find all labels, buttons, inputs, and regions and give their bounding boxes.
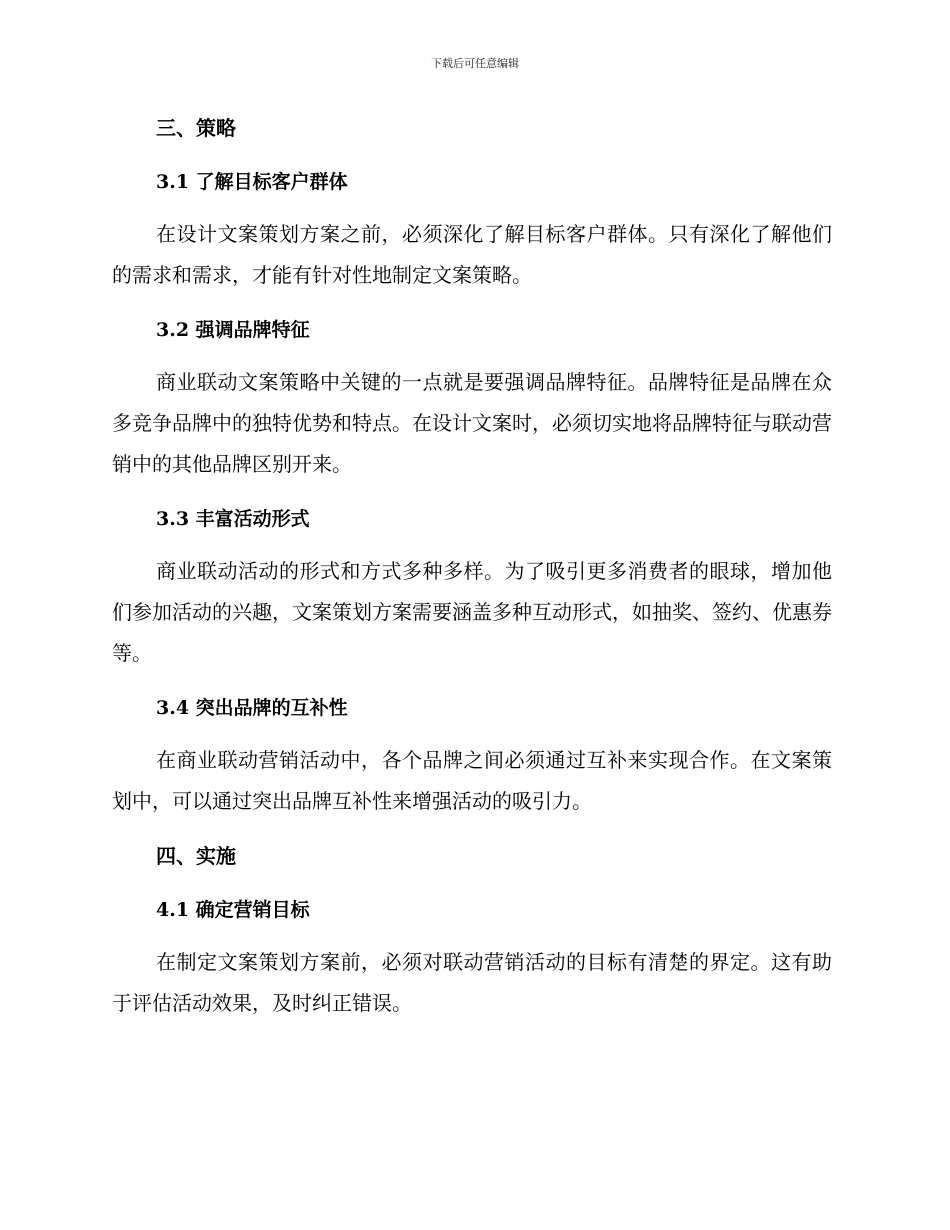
section-3-1-heading: 3.1 了解目标客户群体: [156, 171, 348, 193]
page-header-note: 下载后可任意编辑: [431, 57, 519, 70]
section-3-3-heading: 3.3 丰富活动形式: [156, 508, 310, 530]
section-3-1-paragraph: 在设计文案策划方案之前，必须深化了解目标客户群体。只有深化了解他们的需求和需求，才能有针对性地制定文案策略。: [112, 222, 832, 287]
section-4-1-paragraph: 在制定文案策划方案前，必须对联动营销活动的目标有清楚的界定。这有助于评估活动效果，及时纠正错误。: [112, 950, 832, 1015]
section-3-4-paragraph: 在商业联动营销活动中，各个品牌之间必须通过互补来实现合作。在文案策划中，可以通过突出品牌互补性来增强活动的吸引力。: [112, 748, 832, 813]
section-4-heading: 四、实施: [156, 844, 236, 868]
section-3-2-paragraph: 商业联动文案策略中关键的一点就是要强调品牌特征。品牌特征是品牌在众多竞争品牌中的独特优势和特点。在设计文案时，必须切实地将品牌特征与联动营销中的其他品牌区别开来。: [112, 370, 832, 476]
section-3-2-heading: 3.2 强调品牌特征: [156, 319, 310, 341]
section-3-heading: 三、策略: [156, 116, 236, 140]
section-3-4-heading: 3.4 突出品牌的互补性: [156, 697, 348, 719]
document-body: [112, 108, 832, 1024]
section-4-1-heading: 4.1 确定营销目标: [156, 899, 310, 921]
section-3-3-paragraph: 商业联动活动的形式和方式多种多样。为了吸引更多消费者的眼球，增加他们参加活动的兴趣，文案策划方案需要涵盖多种互动形式，如抽奖、签约、优惠券等。: [112, 559, 832, 665]
